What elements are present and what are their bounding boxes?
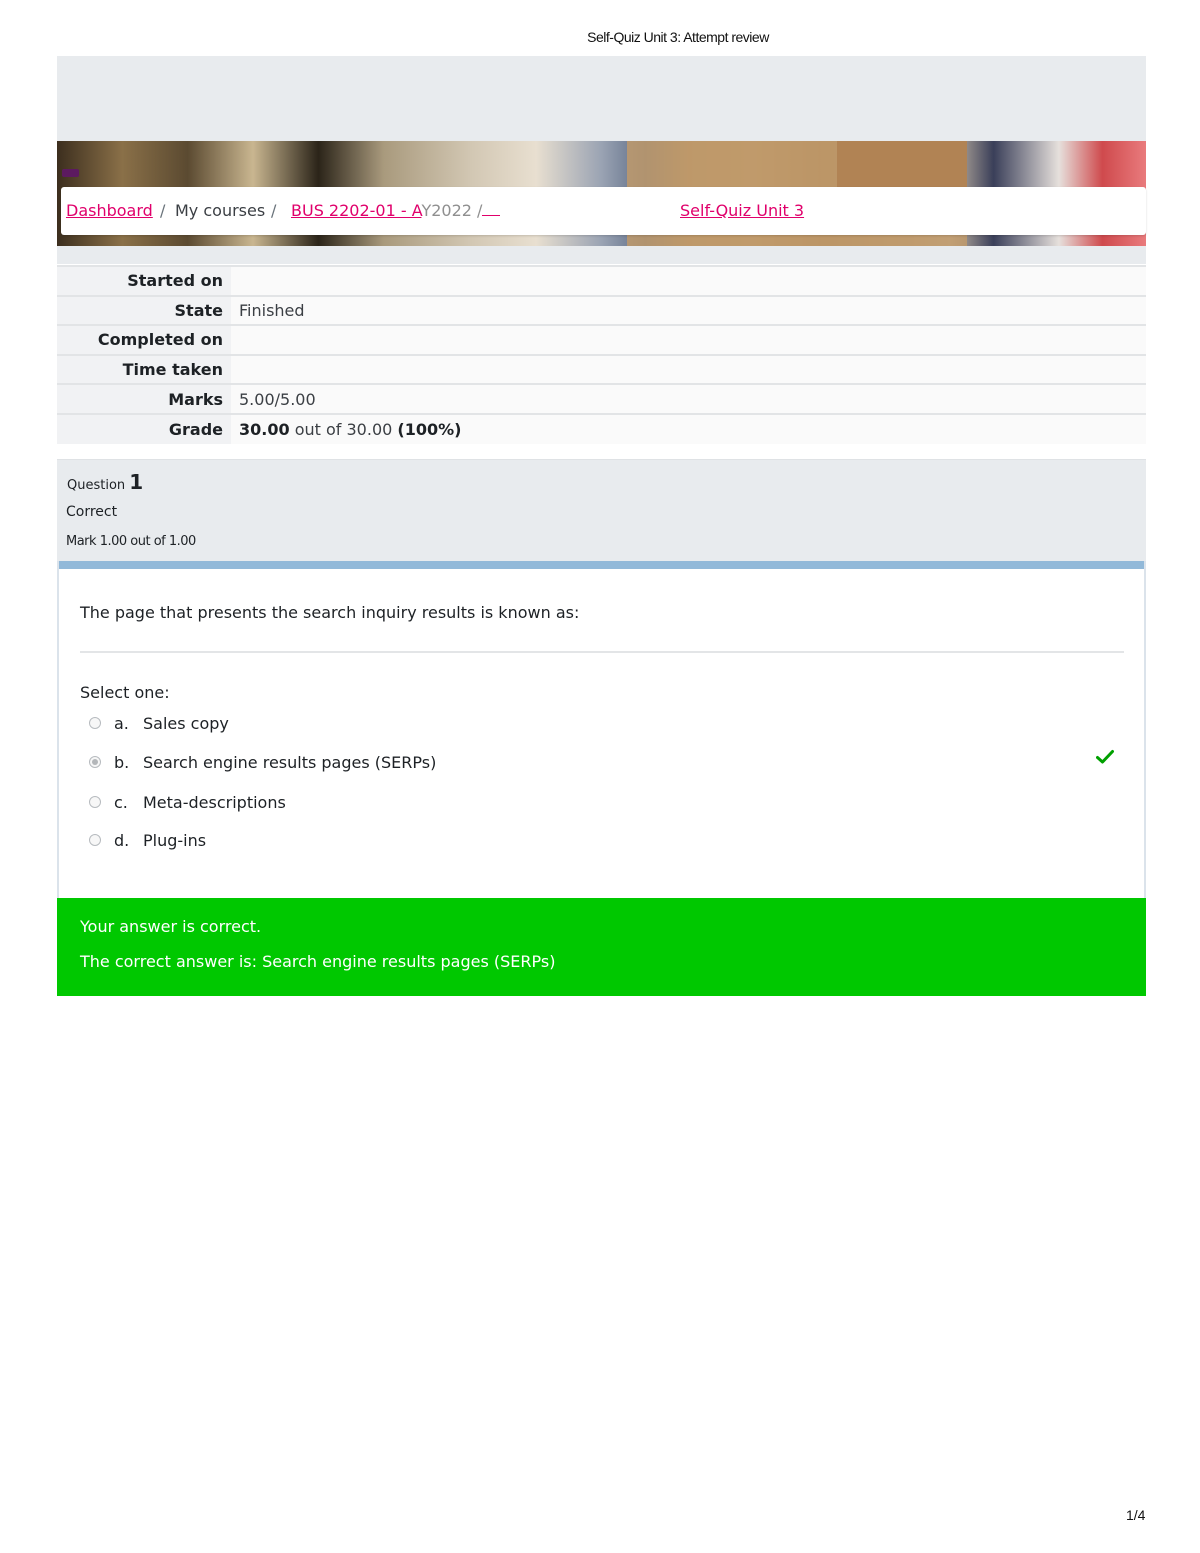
radio-button[interactable] xyxy=(89,717,101,729)
summary-value xyxy=(231,266,1146,296)
question-content: The page that presents the search inquiry results is known as: Select one: a. Sales copy b. Search engine results pages (SERPs) c. Meta-descriptions d. Plug-ins xyxy=(57,561,1146,899)
breadcrumb-separator: / xyxy=(160,201,166,220)
feedback-panel xyxy=(57,898,1146,996)
breadcrumb-quiz[interactable]: Self-Quiz Unit 3 xyxy=(680,201,805,220)
drawer-toggle[interactable] xyxy=(62,169,79,177)
summary-value xyxy=(231,355,1146,385)
radio-button-selected[interactable] xyxy=(89,756,101,768)
summary-label: Time taken xyxy=(57,355,231,385)
summary-label: Completed on xyxy=(57,325,231,355)
page-number: 1/4 xyxy=(1126,1507,1146,1523)
radio-button[interactable] xyxy=(89,796,101,808)
breadcrumb xyxy=(61,187,1146,235)
question-info xyxy=(57,459,1146,561)
summary-label: Started on xyxy=(57,266,231,296)
summary-label: Grade xyxy=(57,414,231,444)
radio-button[interactable] xyxy=(89,834,101,846)
summary-row-started xyxy=(57,266,1146,296)
feedback-message: Your answer is correct. xyxy=(80,917,262,936)
correct-answer-text: The correct answer is: Search engine results pages (SERPs) xyxy=(80,952,556,971)
check-icon xyxy=(1096,749,1114,765)
answer-prompt: Select one: xyxy=(80,683,170,702)
breadcrumb-course[interactable]: BUS 2202-01 - AY2022 / xyxy=(291,201,500,221)
summary-row-completed xyxy=(57,325,1146,355)
summary-value xyxy=(231,325,1146,355)
summary-label: State xyxy=(57,296,231,326)
question-state: Correct xyxy=(66,504,118,520)
summary-label: Marks xyxy=(57,384,231,414)
question-text: The page that presents the search inquiry results is known as: xyxy=(80,603,580,622)
summary-row-marks xyxy=(57,384,1146,414)
document-title: Self-Quiz Unit 3: Attempt review xyxy=(587,29,769,45)
divider xyxy=(80,651,1124,653)
question-number: Question 1 xyxy=(67,470,144,494)
summary-value: 30.00 out of 30.00 (100%) xyxy=(231,414,1146,444)
summary-row-state xyxy=(57,296,1146,326)
attempt-summary xyxy=(57,265,1146,444)
breadcrumb-separator: / xyxy=(271,201,277,220)
question-grade: Mark 1.00 out of 1.00 xyxy=(66,534,196,549)
breadcrumb-dashboard[interactable]: Dashboard xyxy=(66,201,153,220)
summary-row-time-taken xyxy=(57,355,1146,385)
summary-value: Finished xyxy=(231,296,1146,326)
breadcrumb-my-courses[interactable]: My courses xyxy=(175,201,266,220)
summary-row-grade xyxy=(57,414,1146,444)
summary-value: 5.00/5.00 xyxy=(231,384,1146,414)
